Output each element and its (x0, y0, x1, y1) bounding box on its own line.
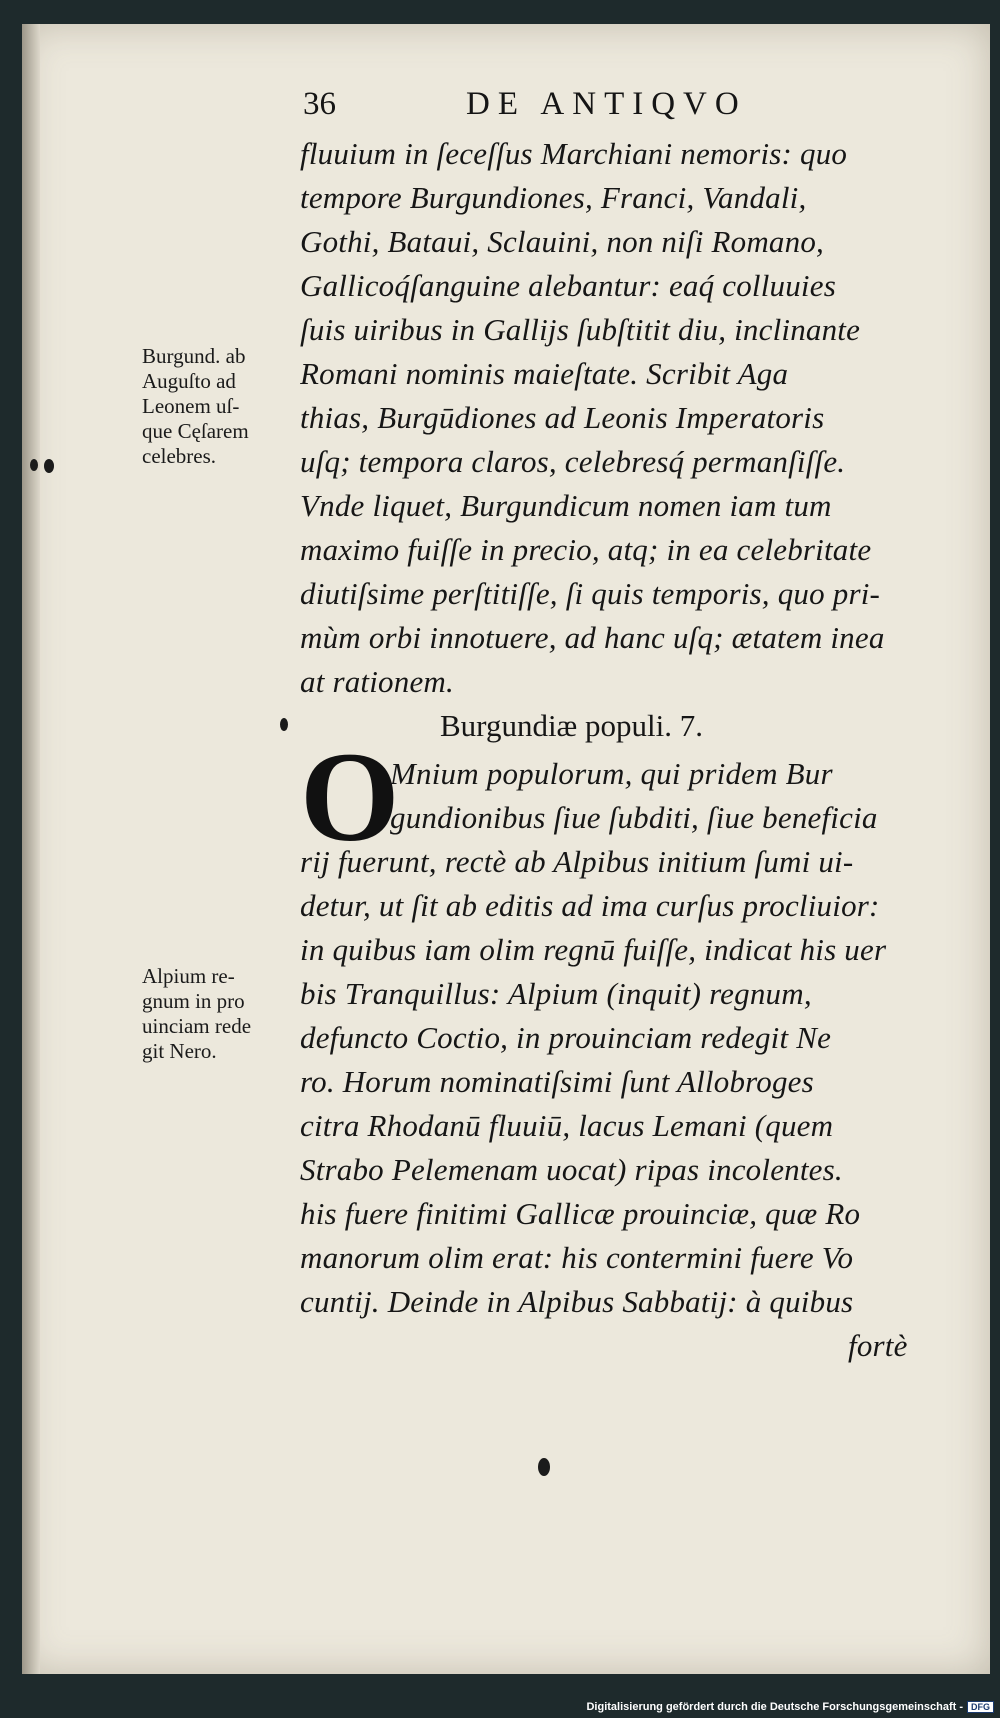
text-line: uſq; tempora claros, celebresq́ permanſiſſe. (300, 444, 846, 479)
ink-speck (30, 459, 38, 471)
margin-note-line: celebres. (142, 444, 217, 468)
text-line: his fuere finitimi Gallicæ prouinciæ, quæ Ro (300, 1196, 861, 1231)
text-line: tempore Burgundiones, Franci, Vandali, (300, 180, 807, 215)
margin-note-line: Alpium re- (142, 964, 235, 988)
text-line: maximo fuiſſe in precio, atq; in ea celebritate (300, 532, 872, 567)
ink-speck (538, 1458, 550, 1476)
margin-note-alpium (142, 964, 302, 1064)
footer-text: Digitalisierung gefördert durch die Deutsche Forschungsgemeinschaft - (586, 1701, 963, 1713)
text-line: ro. Horum nominatiſsimi ſunt Allobroges (300, 1064, 814, 1099)
text-line: mùm orbi innotuere, ad hanc uſq; ætatem inea (300, 620, 885, 655)
margin-note-line: gnum in pro (142, 989, 245, 1013)
text-line: Romani nominis maieſtate. Scribit Aga (300, 356, 789, 391)
text-line: defuncto Coctio, in prouinciam redegit Ne (300, 1020, 832, 1055)
margin-note-line: git Nero. (142, 1039, 217, 1063)
text-line: at rationem. (300, 664, 454, 699)
catchword: fortè (848, 1328, 908, 1363)
text-line: Vnde liquet, Burgundicum nomen iam tum (300, 488, 832, 523)
text-line: in quibus iam olim regnū fuiſſe, indicat his uer (300, 932, 887, 967)
text-line: Gallicoq́ſanguine alebantur: eaq́ colluuies (300, 268, 836, 303)
margin-note-line: Leonem uſ- (142, 394, 240, 418)
text-line: bis Tranquillus: Alpium (inquit) regnum, (300, 976, 812, 1011)
text-line: gundionibus ſiue ſubditi, ſiue beneficia (390, 800, 878, 835)
page-gutter (22, 24, 40, 1674)
text-line: fluuium in ſeceſſus Marchiani nemoris: quo (300, 136, 848, 171)
ink-speck (280, 718, 288, 731)
page-number: 36 (303, 86, 336, 122)
margin-note-burgund (142, 344, 302, 469)
text-line: Mnium populorum, qui pridem Bur (390, 756, 833, 791)
text-line: citra Rhodanū fluuiū, lacus Lemani (quem (300, 1108, 834, 1143)
text-line: Gothi, Bataui, Sclauini, non niſi Romano, (300, 224, 824, 259)
text-line: manorum olim erat: his contermini fuere Vo (300, 1240, 854, 1275)
digitization-footer (586, 1699, 994, 1715)
section-heading: Burgundiæ populi. 7. (440, 708, 703, 743)
margin-note-line: Auguſto ad (142, 369, 236, 393)
running-title: DE ANTIQVO (466, 86, 747, 122)
text-line: Strabo Pelemenam uocat) ripas incolentes. (300, 1152, 843, 1187)
text-line: ſuis uiribus in Gallijs ſubſtitit diu, inclinante (300, 312, 861, 347)
running-header (303, 86, 823, 130)
drop-cap: O (300, 726, 400, 868)
text-line: detur, ut ſit ab editis ad ima curſus procliuior: (300, 888, 880, 923)
margin-note-line: uinciam rede (142, 1014, 252, 1038)
text-line: rij fuerunt, rectè ab Alpibus initium ſumi ui- (300, 844, 854, 879)
margin-note-line: Burgund. ab (142, 344, 246, 368)
text-line: cuntij. Deinde in Alpibus Sabbatij: à quibus (300, 1284, 854, 1319)
text-line: thias, Burgūdiones ad Leonis Imperatoris (300, 400, 825, 435)
ink-speck (44, 459, 54, 473)
margin-note-line: que Cęſarem (142, 419, 249, 443)
dfg-logo: DFG (967, 1701, 994, 1713)
text-line: diutiſsime perſtitiſſe, ſi quis temporis, quo pri- (300, 576, 881, 611)
